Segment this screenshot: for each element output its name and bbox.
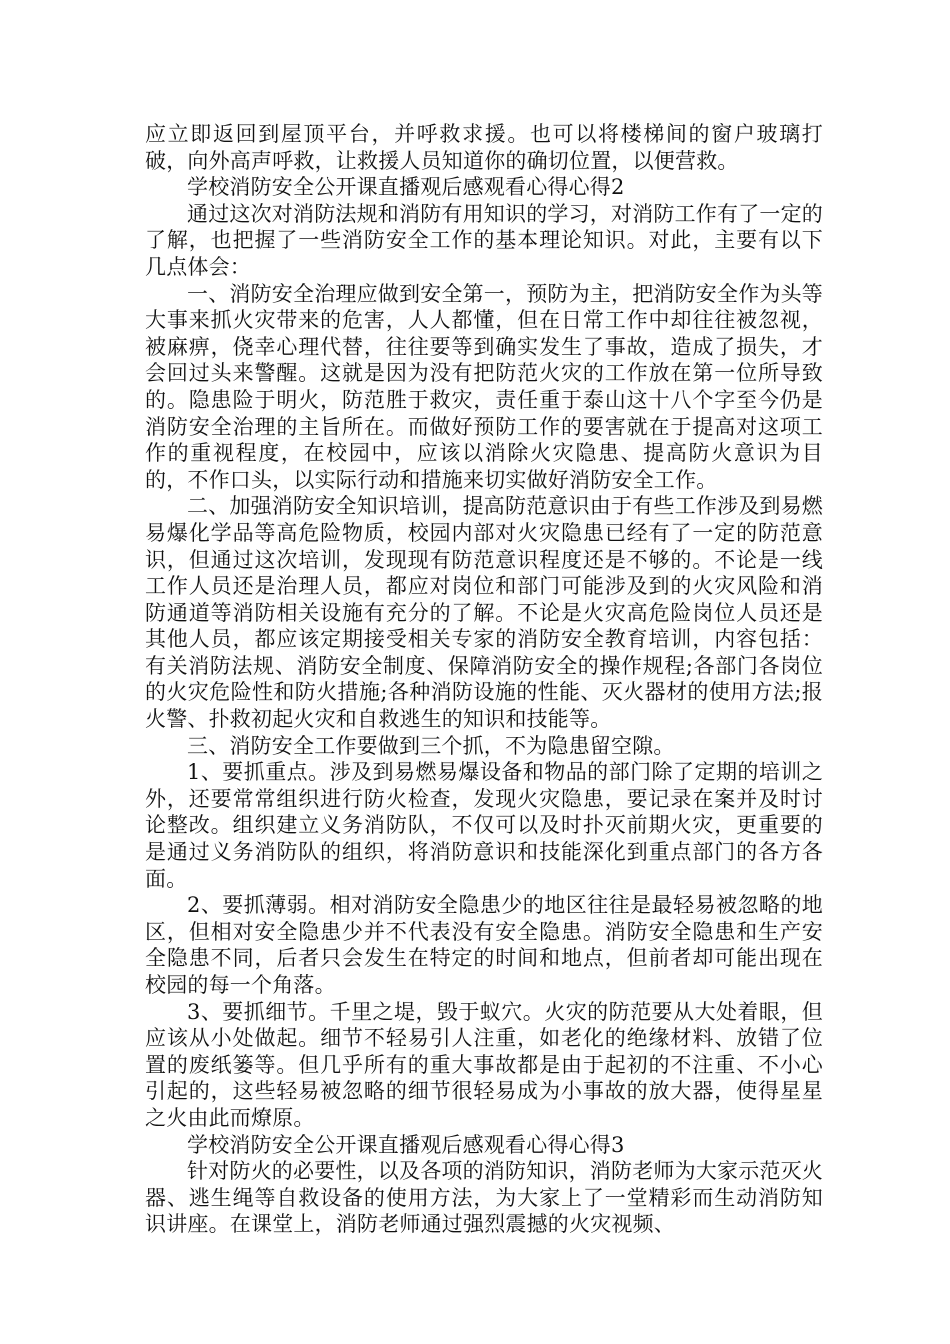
paragraph-point-3: 三、消防安全工作要做到三个抓，不为隐患留空隙。 <box>187 733 675 758</box>
paragraph-point-2: 二、加强消防安全知识培训，提高防范意识由于有些工作涉及到易燃易爆化学品等高危险物质，校园内部对火灾隐患已经有了一定的防范意识，但通过这次培训，发现现有防范意识程度还是不够的。不论是一线工作人员还是治理人员，都应对岗位和部门可能涉及到的火灾风险和消防通道等消防相关设施有充分的了解。不论是火灾高危险岗位人员还是其他人员，都应该定期接受相关专家的消防安全教育培训，内容包括：有关消防法规、消防安全制度、保障消防安全的操作规程;各部门各岗位的火灾危险性和防火措施;各种消防设施的性能、灭火器材的使用方法;报火警、扑救初起火灾和自救逃生的知识和技能等。 <box>145 494 823 732</box>
paragraph-intro: 通过这次对消防法规和消防有用知识的学习，对消防工作有了一定的了解，也把握了一些消防安全工作的基本理论知识。对此，主要有以下几点体会： <box>145 201 823 279</box>
section-heading-3: 学校消防安全公开课直播观后感观看心得心得3 <box>187 1132 625 1157</box>
paragraph-subpoint-1: 1、要抓重点。涉及到易燃易爆设备和物品的部门除了定期的培训之外，还要常常组织进行防火检查，发现火灾隐患，要记录在案并及时讨论整改。组织建立义务消防队，不仅可以及时扑灭前期火灾，更重要的是通过义务消防队的组织，将消防意识和技能深化到重点部门的各方各面。 <box>145 760 823 891</box>
paragraph-section-3-intro: 针对防火的必要性，以及各项的消防知识，消防老师为大家示范灭火器、逃生绳等自救设备的使用方法，为大家上了一堂精彩而生动消防知识讲座。在课堂上，消防老师通过强烈震撼的火灾视频、 <box>145 1159 823 1237</box>
section-heading-2: 学校消防安全公开课直播观后感观看心得心得2 <box>187 175 625 200</box>
paragraph-continued-intro: 应立即返回到屋顶平台，并呼救求援。也可以将楼梯间的窗户玻璃打破，向外高声呼救，让救援人员知道你的确切位置，以便营救。 <box>145 122 823 173</box>
paragraph-subpoint-3: 3、要抓细节。千里之堤，毁于蚁穴。火灾的防范要从大处着眼，但应该从小处做起。细节不轻易引人注重，如老化的绝缘材料、放错了位置的废纸篓等。但几乎所有的重大事故都是由于起初的不注重、不小心引起的，这些轻易被忽略的细节很轻易成为小事故的放大器，使得星星之火由此而燎原。 <box>145 999 823 1130</box>
document-body <box>145 121 823 1238</box>
paragraph-subpoint-2: 2、要抓薄弱。相对消防安全隐患少的地区往往是最轻易被忽略的地区，但相对安全隐患少并不代表没有安全隐患。消防安全隐患和生产安全隐患不同，后者只会发生在特定的时间和地点，但前者却可能出现在校园的每一个角落。 <box>145 893 823 997</box>
paragraph-point-1: 一、消防安全治理应做到安全第一，预防为主，把消防安全作为头等大事来抓火灾带来的危害，人人都懂，但在日常工作中却往往被忽视，被麻痹，侥幸心理代替，往往要等到确实发生了事故，造成了损失，才会回过头来警醒。这就是因为没有把防范火灾的工作放在第一位所导致的。隐患险于明火，防范胜于救灾，责任重于泰山这十八个字至今仍是消防安全治理的主旨所在。而做好预防工作的要害就在于提高对这项工作的重视程度，在校园中，应该以消除火灾隐患、提高防火意识为目的，不作口头，以实际行动和措施来切实做好消防安全工作。 <box>145 281 823 492</box>
